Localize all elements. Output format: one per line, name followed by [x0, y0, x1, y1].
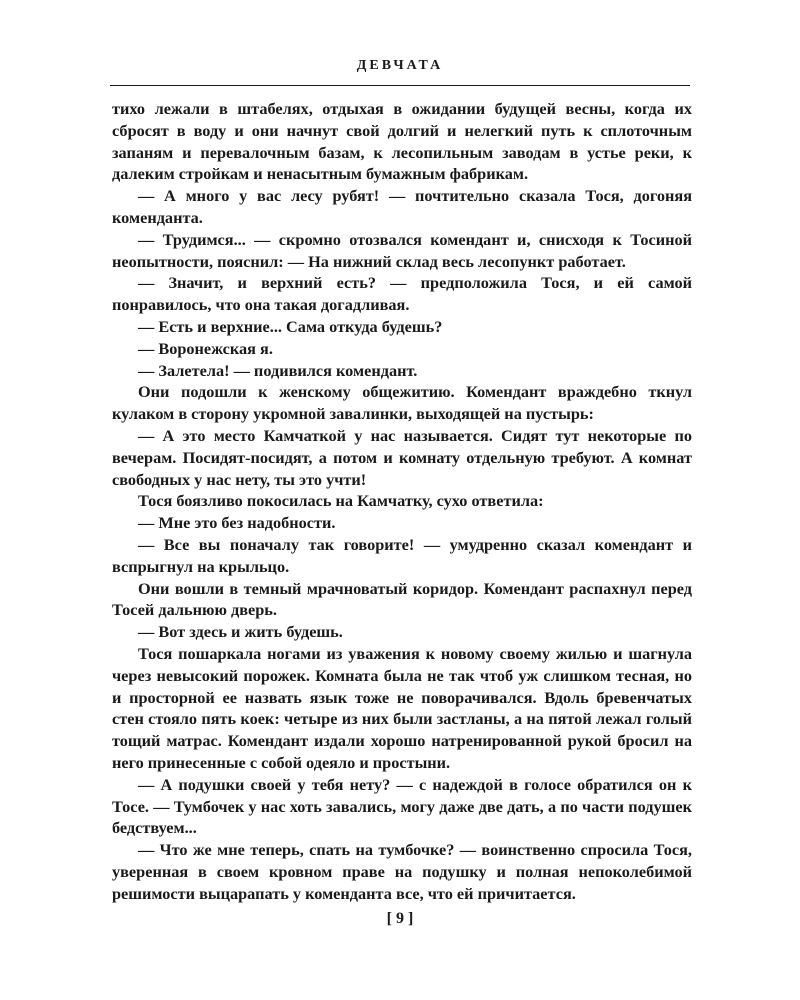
- paragraph: Они вошли в темный мрачноватый коридор. Комендант распахнул перед Тосей дальнюю дверь.: [112, 578, 692, 620]
- running-head: ДЕВЧАТА: [356, 58, 444, 73]
- paragraph: тихо лежали в штабелях, отдыхая в ожидании будущей весны, когда их сбросят в воду и они начнут свой долгий и нелегкий путь к сплоточным запаням и перевалочным базам, к лесопильным заводам в устье реки, к далеким стройкам и ненасытным бумажным фабрикам.: [112, 99, 692, 184]
- paragraph: — Залетела! — подивился комендант.: [138, 360, 418, 380]
- paragraph: — Мне это без надобности.: [138, 513, 336, 533]
- paragraph: — Есть и верхние... Сама откуда будешь?: [138, 316, 443, 336]
- paragraph: Тося боязливо покосилась на Камчатку, сухо ответила:: [138, 491, 544, 511]
- paragraph: — Трудимся... — скромно отозвался комендант и, снисходя к Тосиной неопытности, пояснил: — На нижний склад весь лесопункт работает.: [112, 229, 692, 271]
- paragraph: — А подушки своей у тебя нету? — с надеждой в голосе обратился он к Тосе. — Тумбочек у нас хоть завались, могу даже две дать, а по части подушек бедствуем...: [112, 774, 692, 838]
- page-number: [ 9 ]: [386, 910, 414, 927]
- paragraph: Тося пошаркала ногами из уважения к новому своему жилью и шагнула через невысокий порожек. Комната была не так чтоб уж слишком тесная, но и просторной ее назвать язык тоже не поворачивался. Вдоль бревенчатых стен стояло пять коек: четыре из них были застланы, а на пятой лежал голый тощий матрас. Комендант издали хорошо натренированной рукой бросил на него принесенные с собой одеяло и простыни.: [112, 643, 692, 772]
- paragraph: — А это место Камчаткой у нас называется. Сидят тут некоторые по вечерам. Посидят-посидят, а потом и комнату отдельную требуют. А комнат свободных у нас нету, ты это учти!: [112, 425, 692, 489]
- paragraph: — Вот здесь и жить будешь.: [138, 622, 343, 642]
- header-rule: [110, 85, 690, 86]
- paragraph: Они подошли к женскому общежитию. Комендант враждебно ткнул кулаком в сторону укромной завалинки, выходящей на пустырь:: [112, 382, 692, 424]
- paragraph: — Воронежская я.: [138, 338, 273, 358]
- paragraph: — Что же мне теперь, спать на тумбочке? — воинственно спросила Тося, уверенная в своем кровном праве на подушку и полная непоколебимой решимости выцарапать у коменданта все, что ей причитается.: [112, 840, 692, 903]
- paragraph: — Все вы поначалу так говорите! — умудренно сказал комендант и вспрыгнул на крыльцо.: [112, 534, 692, 576]
- paragraph: — А много у вас лесу рубят! — почтительно сказала Тося, догоняя коменданта.: [112, 186, 692, 227]
- paragraph: — Значит, и верхний есть? — предположила Тося, и ей самой понравилось, что она такая догадливая.: [112, 273, 692, 315]
- body-text: [112, 98, 692, 904]
